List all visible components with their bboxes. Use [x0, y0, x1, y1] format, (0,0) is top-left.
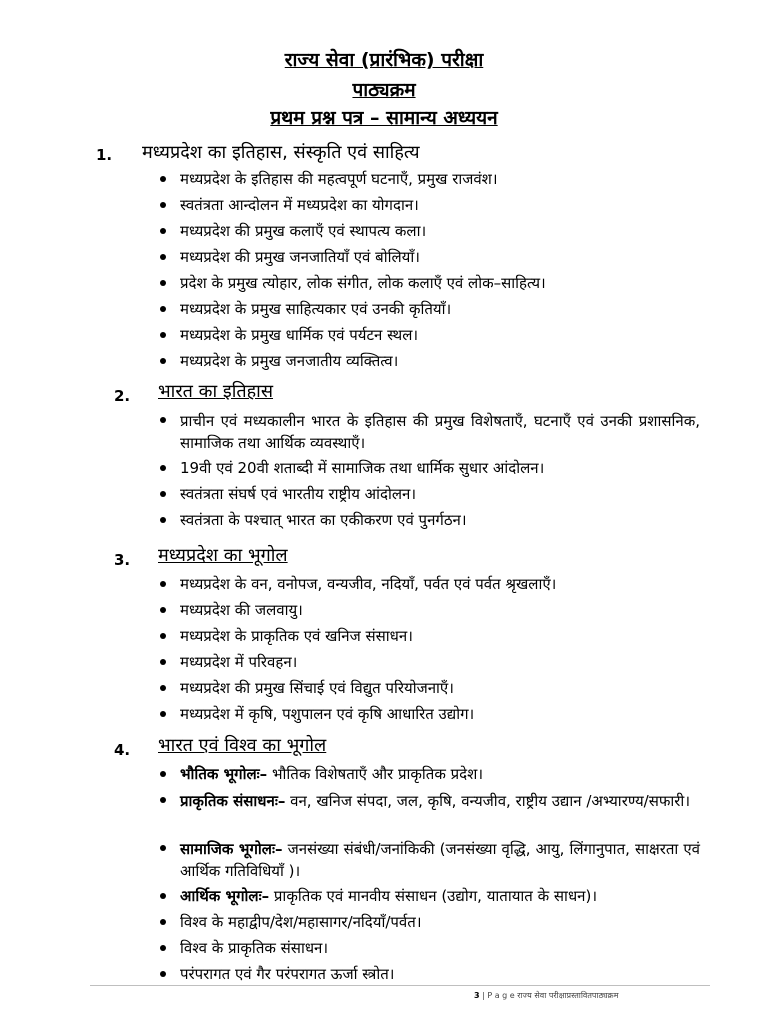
topic-label: प्राकृतिक संसाधनः– [180, 792, 286, 810]
page-number: 3 [474, 991, 480, 1000]
bullet-icon [160, 306, 166, 312]
section-3-title: मध्यप्रदेश का भूगोल [158, 545, 288, 566]
page-footer: 3 | P a g e राज्य सेवा परीक्षाप्रस्तावितपाठ्यक्रम [474, 991, 619, 1000]
list-item: प्राचीन एवं मध्यकालीन भारत के इतिहास की प्रमुख विशेषताएँ, घटनाएँ एवं उनकी प्रशासनिक, सामाजिक तथा आर्थिक व्यवस्थाएँ। [160, 410, 700, 454]
bullet-icon [160, 659, 166, 665]
section-1-title: मध्यप्रदेश का इतिहास, संस्कृति एवं साहित्य [142, 142, 420, 163]
bullet-icon [160, 797, 166, 803]
document-page: राज्य सेवा (प्रारंभिक) परीक्षा पाठ्यक्रम प्रथम प्रश्न पत्र – सामान्य अध्ययन 1. मध्यप्रदेश का इतिहास, संस्कृति एवं साहित्य मध्यप्रदेश के इतिहास की महत्वपूर्ण घटनाएँ, प्रमुख राजवंश। स्वतंत्रता आन्दोलन में मध्यप्रदेश का योगदान। मध्यप्रदेश की प्रमुख कलाएँ एवं स्थापत्य कला। मध्यप्रदेश की प्रमुख जनजातियाँ एवं बोलियाँ। प्रदेश के प्रमुख त्योहार, लोक संगीत, लोक कलाएँ एवं लोक–साहित्य। मध्यप्रदेश के प्रमुख साहित्यकार एवं उनकी कृतियाँ। मध्यप्रदेश के प्रमुख धार्मिक एवं पर्यटन स्थल। मध्यप्रदेश के प्रमुख जनजातीय व्यक्तित्व। 2. भारत का इतिहास प्राचीन एवं मध्यकालीन भारत के इतिहास की प्रमुख विशेषताएँ, घटनाएँ एवं उनकी प्रशासनिक, सामाजिक तथा आर्थिक व्यवस्थाएँ। 19वी एवं 20वी शताब्दी में सामाजिक तथा धार्मिक सुधार आंदोलन। स्वतंत्रता संघर्ष एवं भारतीय राष्ट्रीय आंदोलन। स्वतंत्रता के पश्चात् भारत का एकीकरण एवं पुनर्गठन। 3. मध्यप्रदेश का भूगोल मध्यप्रदेश के वन, वनोपज, वन्यजीव, नदियाँ, पर्वत एवं पर्वत श्रृखलाएँ। मध्यप्रदेश की जलवायु। मध्यप्रदेश के प्राकृतिक एवं खनिज संसाधन। मध्यप्रदेश में परिवहन। मध्यप्रदेश की प्रमुख सिंचाई एवं विद्युत परियोजनाएँ। मध्यप्रदेश में कृषि, पशुपालन एवं कृषि आधारित उद्योग। 4. भारत एवं विश्व का भूगोल भौतिक भूगोलः– भौतिक विशेषताएँ और प्राकृतिक प्रदेश। प्राकृतिक संसाधनः– वन, खनिज संपदा, जल, कृषि, वन्यजीव, राष्ट्रीय उद्यान /अभ्यारण्य/सफारी। सामाजिक भूगोलः– जनसंख्या संबंधी/जनांकिकी (जनसंख्या वृद्धि, आयु, लिंगानुपात, साक्षरता एवं आर्थिक गतिविधियाँ )। आर्थिक भूगोलः– प्राकृतिक एवं मानवीय संसाधन (उद्योग, यातायात के साधन)। विश्व के महाद्वीप/देश/महासागर/नदियाँ/पर्वत। विश्व के प्राकृतिक संसाधन। परंपरागत एवं गैर परंपरागत ऊर्जा स्त्रोत। 3 | P a g e राज्य सेवा परीक्षाप्रस्तावितपाठ्यक्रम [0, 0, 768, 1024]
bullet-icon [160, 517, 166, 523]
bullet-icon [160, 491, 166, 497]
bullet-icon [160, 711, 166, 717]
list-item: प्राकृतिक संसाधनः– वन, खनिज संपदा, जल, कृषि, वन्यजीव, राष्ट्रीय उद्यान /अभ्यारण्य/सफारी। [160, 790, 700, 834]
bullet-icon [160, 685, 166, 691]
bullet-icon [160, 581, 166, 587]
bullet-icon [160, 280, 166, 286]
section-1-number: 1. [96, 146, 113, 164]
bullet-icon [160, 971, 166, 977]
bullet-icon [160, 465, 166, 471]
bullet-icon [160, 417, 166, 423]
footer-divider [90, 985, 710, 986]
bullet-icon [160, 633, 166, 639]
bullet-icon [160, 228, 166, 234]
page-word: P a g e [487, 991, 515, 1000]
section-3-number: 3. [114, 551, 131, 569]
bullet-icon [160, 254, 166, 260]
list-item: सामाजिक भूगोलः– जनसंख्या संबंधी/जनांकिकी (जनसंख्या वृद्धि, आयु, लिंगानुपात, साक्षरता एवं आर्थिक गतिविधियाँ )। [160, 838, 700, 882]
footer-caption: राज्य सेवा परीक्षाप्रस्तावितपाठ्यक्रम [514, 991, 619, 1000]
section-4-title: भारत एवं विश्व का भूगोल [158, 735, 327, 756]
topic-label: भौतिक भूगोलः– [180, 765, 268, 783]
bullet-icon [160, 845, 166, 851]
paper-title: प्रथम प्रश्न पत्र – सामान्य अध्ययन [270, 107, 498, 129]
section-2-number: 2. [114, 387, 131, 405]
topic-label: सामाजिक भूगोलः– [180, 840, 283, 858]
bullet-icon [160, 771, 166, 777]
bullet-icon [160, 202, 166, 208]
bullet-icon [160, 919, 166, 925]
bullet-icon [160, 893, 166, 899]
bullet-icon [160, 176, 166, 182]
bullet-icon [160, 358, 166, 364]
section-2-title: भारत का इतिहास [158, 381, 274, 402]
section-4-number: 4. [114, 741, 131, 759]
syllabus-title: पाठ्यक्रम [352, 79, 416, 101]
bullet-icon [160, 332, 166, 338]
exam-title: राज्य सेवा (प्रारंभिक) परीक्षा [284, 49, 484, 71]
topic-label: आर्थिक भूगोलः– [180, 887, 270, 905]
bullet-icon [160, 607, 166, 613]
bullet-icon [160, 945, 166, 951]
